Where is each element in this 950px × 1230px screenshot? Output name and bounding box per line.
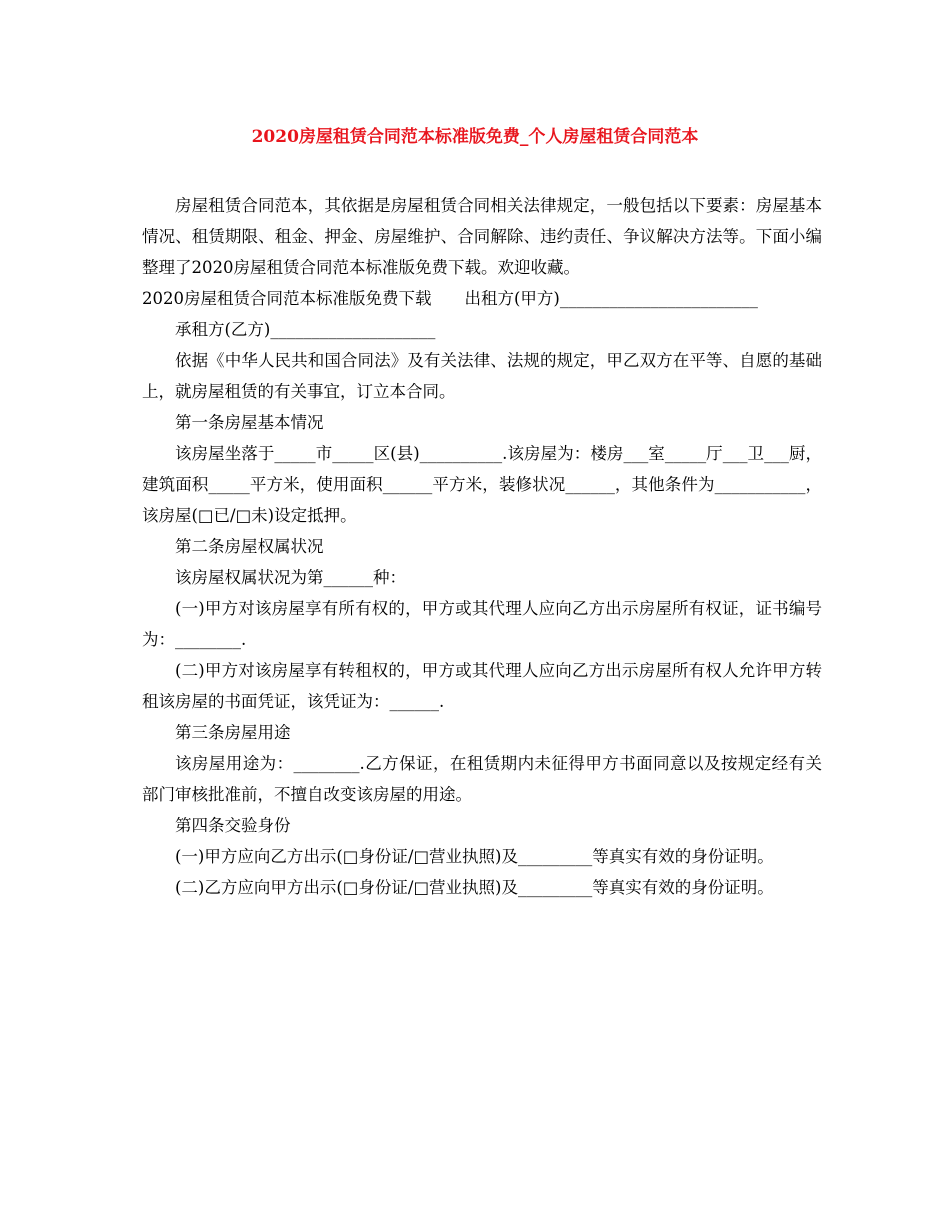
article-1-body: 该房屋坐落于_____市_____区(县)__________.该房屋为：楼房___室_____厅___卫___厨，建筑面积_____平方米，使用面积______平方米，装修状况______，其他条件为___________，该房屋(□已/□未)设定抵押。	[142, 444, 822, 525]
article-2-item-1: (一)甲方对该房屋享有所有权的，甲方或其代理人应向乙方出示房屋所有权证，证书编号为：________.	[142, 599, 822, 649]
document-body	[142, 190, 822, 903]
article-3-body: 该房屋用途为：________.乙方保证，在租赁期内未征得甲方书面同意以及按规定经有关部门审核批准前，不擅自改变该房屋的用途。	[142, 754, 822, 804]
article-1-heading: 第一条房屋基本情况	[175, 413, 324, 432]
basis-paragraph: 依据《中华人民共和国合同法》及有关法律、法规的规定，甲乙双方在平等、自愿的基础上，就房屋租赁的有关事宜，订立本合同。	[142, 351, 822, 401]
document-title: 2020房屋租赁合同范本标准版免费_个人房屋租赁合同范本	[251, 127, 699, 147]
lessee-line: 承租方(乙方)____________________	[175, 320, 436, 339]
article-3-heading: 第三条房屋用途	[175, 723, 291, 742]
article-2-item-2: (二)甲方对该房屋享有转租权的，甲方或其代理人应向乙方出示房屋所有权人允许甲方转租该房屋的书面凭证，该凭证为：______.	[142, 661, 822, 711]
lessor-line: 2020房屋租赁合同范本标准版免费下载 出租方(甲方)________________________	[142, 289, 758, 308]
article-4-item-2: (二)乙方应向甲方出示(□身份证/□营业执照)及_________等真实有效的身份证明。	[175, 878, 774, 897]
intro-paragraph: 房屋租赁合同范本，其依据是房屋租赁合同相关法律规定，一般包括以下要素：房屋基本情况、租赁期限、租金、押金、房屋维护、合同解除、违约责任、争议解决方法等。下面小编整理了2020房屋租赁合同范本标准版免费下载。欢迎收藏。	[142, 196, 822, 277]
article-4-item-1: (一)甲方应向乙方出示(□身份证/□营业执照)及_________等真实有效的身份证明。	[175, 847, 774, 866]
article-2-body: 该房屋权属状况为第______种：	[175, 568, 406, 587]
article-4-heading: 第四条交验身份	[175, 816, 291, 835]
article-2-heading: 第二条房屋权属状况	[175, 537, 324, 556]
